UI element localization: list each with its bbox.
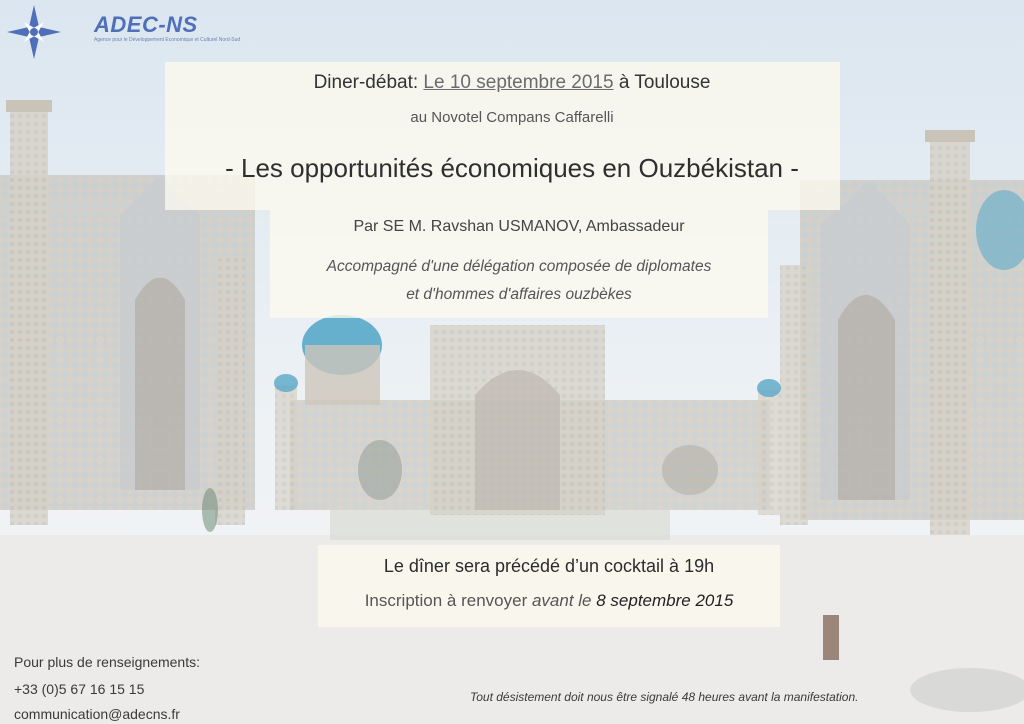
inscription-deadline: 8 septembre 2015 bbox=[596, 591, 734, 610]
contact-phone: +33 (0)5 67 16 15 15 bbox=[14, 681, 145, 697]
delegation-line-2: et d'hommes d'affaires ouzbèkes bbox=[406, 286, 632, 303]
event-label: Diner-débat: bbox=[313, 72, 419, 93]
footer-note: Tout désistement doit nous être signalé 48 heures avant la manifestation. bbox=[470, 690, 859, 704]
delegation-line-1: Accompagné d'une délégation composée de diplomates bbox=[326, 258, 712, 275]
event-title: - Les opportunités économiques en Ouzbékistan - bbox=[225, 153, 799, 183]
cocktail-line: Le dîner sera précédé d’un cocktail à 19h bbox=[383, 556, 715, 576]
event-headline bbox=[0, 72, 1024, 94]
event-venue: au Novotel Compans Caffarelli bbox=[410, 109, 614, 126]
inscription-line bbox=[318, 591, 780, 611]
inscription-before: avant le bbox=[531, 591, 592, 610]
adec-ns-logo bbox=[4, 2, 304, 64]
logo-name: ADEC-NS bbox=[94, 12, 198, 37]
logo-tagline: Agence pour le Développement Economique et Culturel Nord-Sud bbox=[94, 37, 241, 43]
inscription-text: Inscription à renvoyer bbox=[364, 591, 528, 610]
contact-heading: Pour plus de renseignements: bbox=[14, 654, 200, 670]
speaker-line: Par SE M. Ravshan USMANOV, Ambassadeur bbox=[353, 218, 685, 235]
contact-email: communication@adecns.fr bbox=[14, 706, 180, 722]
event-date: Le 10 septembre 2015 bbox=[423, 72, 614, 93]
compass-star-icon bbox=[4, 2, 74, 62]
event-city: à Toulouse bbox=[618, 72, 711, 93]
